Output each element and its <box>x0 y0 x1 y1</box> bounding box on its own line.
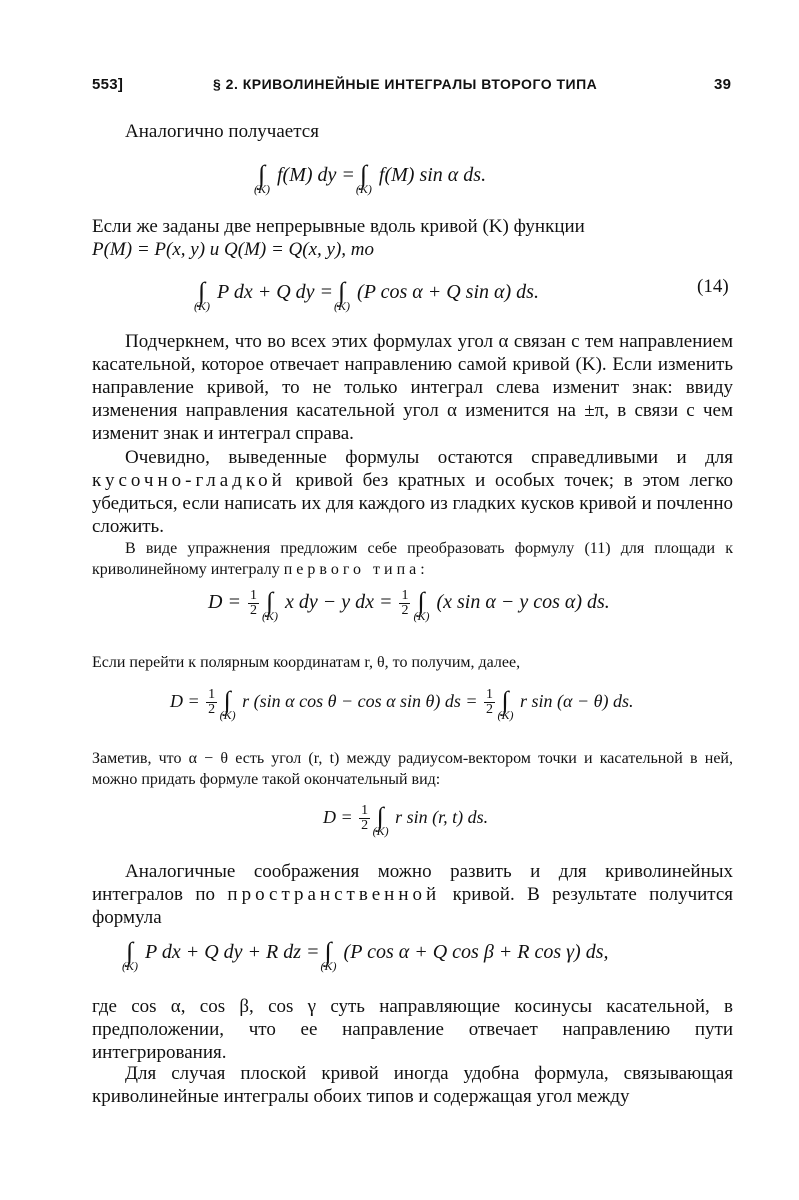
contour-label: (K) <box>219 708 236 722</box>
contour-label: (K) <box>497 708 514 722</box>
paragraph-polar: Если перейти к полярным координатам r, θ, то получим, далее, <box>92 654 521 671</box>
formula-lhs: P dx + Q dy = <box>217 281 334 303</box>
paragraph-spatial-a: Аналогичные соображения можно развить и для криволинейных интегралов по <box>92 861 733 905</box>
paragraph-functions-line2: P(M) = P(x, y) и Q(M) = Q(x, y), то <box>92 239 375 260</box>
formula-part-a: r (sin α cos θ − cos α sin θ) ds = <box>242 691 478 711</box>
paragraph-exercise-a: В виде упражнения предложим себе преобразовать формулу (11) для площади к криволинейному интегралу <box>92 540 733 578</box>
paragraph-angle-note: Подчеркнем, что во всех этих формулах угол α связан с тем направлением касательной, которое отвечает направлению самой кривой (K). Если изменить направление кривой, то не только интеграл слева изменит знак: ввиду изменения направления касательной угол α изменится на ±π, в связи с чем изменит знак и интеграл справа. <box>92 331 733 444</box>
paragraph-plane-curve: Для случая плоской кривой иногда удобна формула, связывающая криволинейные интегралы обоих типов и содержащая угол между <box>92 1063 733 1107</box>
paragraph-spatial <box>92 860 733 929</box>
formula-lhs: f(M) dy = <box>277 164 355 186</box>
spaced-term: кусочно-гладкой <box>92 470 286 491</box>
frac-num: 1 <box>486 687 494 703</box>
formula-lhs: P dx + Q dy + R dz = <box>145 941 320 963</box>
paragraph-piecewise-b: кривой без кратных и особых точек; в этом легко убедиться, если написать их для каждого из гладких кусков кривой и почленно сложить. <box>92 470 733 537</box>
running-title: § 2. КРИВОЛИНЕЙНЫЕ ИНТЕГРАЛЫ ВТОРОГО ТИПА <box>213 76 598 92</box>
frac-num: 1 <box>361 803 369 819</box>
formula-polar: D = $\frac{1}{2}$ ∫ (K) r (sin α cos θ − cos α sin θ) ds = $\frac{1}{2}$ ∫ (K) r sin (α − θ) ds. <box>170 686 634 722</box>
frac-num: 1 <box>401 587 409 603</box>
contour-label: (K) <box>372 824 389 838</box>
paragraph-exercise: В виде упражнения предложим себе преобразовать формулу (11) для площади к криволинейному интегралу первого типа: <box>92 540 733 578</box>
paragraph-cosines: где cos α, cos β, cos γ суть направляющие косинусы касательной, в предположении, что ее направление отвечает направлению пути интегрирования. <box>92 996 733 1063</box>
contour-label: (K) <box>413 609 430 623</box>
frac-num: 1 <box>249 587 257 603</box>
section-ref: 553] <box>92 76 124 93</box>
formula-D: D = <box>323 807 353 827</box>
formula-rhs: f(M) sin α ds. <box>378 164 487 186</box>
contour-label: (K) <box>254 182 270 196</box>
spaced-term: первого типа <box>283 561 421 578</box>
paragraph-piecewise-a: Очевидно, выведенные формулы остаются справедливыми и для <box>125 447 733 468</box>
formula-integral-dy: ∫ (K) f(M) dy = ∫ (K) f(M) sin α ds. <box>254 160 487 196</box>
page-number: 39 <box>714 76 732 93</box>
formula-rhs: (P cos α + Q cos β + R cos γ) ds, <box>343 941 609 963</box>
formula-part-b: r sin (α − θ) ds. <box>520 691 634 711</box>
formula-part-a: x dy − y dx = <box>284 591 393 613</box>
formula-spatial: ∫ (K) P dx + Q dy + R dz = ∫ (K) (P cos α + Q cos β + R cos γ) ds, <box>122 937 609 973</box>
formula-final: D = $\frac{1}{2}$ ∫ (K) r sin (r, t) ds. <box>323 802 489 838</box>
paragraph-functions-line1: Если же заданы две непрерывные вдоль кривой (K) функции <box>92 216 585 237</box>
formula-D: D = <box>170 691 200 711</box>
paragraph-final-form: Заметив, что α − θ есть угол (r, t) между радиусом-вектором точки и касательной в ней, можно придать формуле такой окончательный вид: <box>92 750 733 788</box>
contour-label: (K) <box>122 959 138 973</box>
frac-den: 2 <box>249 602 257 618</box>
equation-number: (14) <box>697 276 729 297</box>
formula-14: ∫ (K) P dx + Q dy = ∫ (K) (P cos α + Q sin α) ds. <box>194 277 539 313</box>
contour-label: (K) <box>261 609 278 623</box>
frac-num: 1 <box>208 687 216 703</box>
contour-label: (K) <box>194 299 210 313</box>
formula-D: D = <box>208 591 241 613</box>
formula-part-a: r sin (r, t) ds. <box>395 807 489 827</box>
frac-den: 2 <box>208 702 216 718</box>
frac-den: 2 <box>361 818 369 834</box>
contour-label: (K) <box>355 182 372 196</box>
contour-label: (K) <box>334 299 351 313</box>
contour-label: (K) <box>320 959 337 973</box>
formula-area: D = $\frac{1}{2}$ ∫ (K) x dy − y dx = $\frac{1}{2}$ ∫ (K) (x sin α − y cos α) ds. <box>208 587 610 623</box>
paragraph-spatial-b: кривой. В результате получится формула <box>92 884 734 928</box>
paragraph-analogously: Аналогично получается <box>125 121 319 142</box>
paragraph-piecewise <box>92 446 733 538</box>
frac-den: 2 <box>401 602 409 618</box>
formula-rhs: (P cos α + Q sin α) ds. <box>357 281 539 303</box>
spaced-term: пространственной <box>227 884 441 905</box>
formula-part-b: (x sin α − y cos α) ds. <box>436 591 610 613</box>
frac-den: 2 <box>486 702 494 718</box>
